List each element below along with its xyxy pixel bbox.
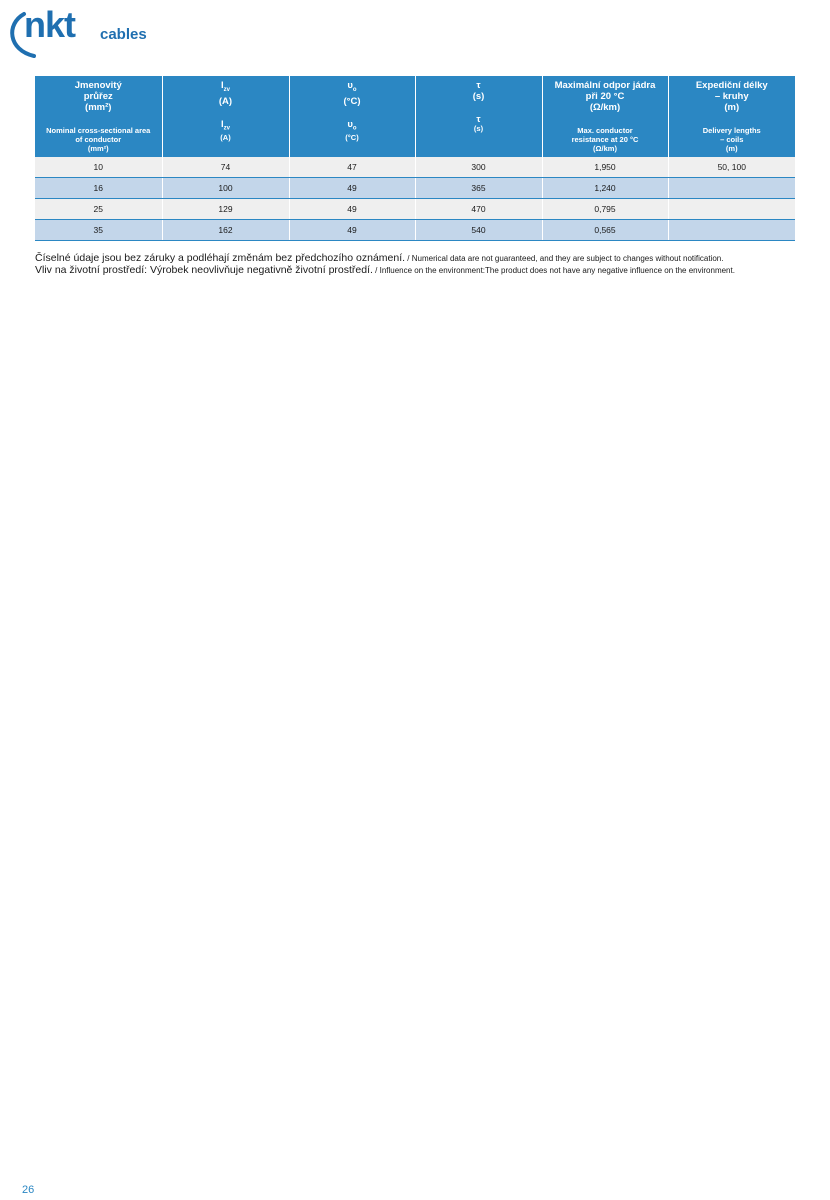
disclaimer-note bbox=[35, 252, 723, 264]
logo-brand-text: nkt bbox=[24, 4, 75, 45]
table-cell: 10 bbox=[35, 157, 162, 178]
header-max-resistance bbox=[542, 76, 668, 157]
header-temperature bbox=[289, 76, 415, 157]
header-en-label: Nominal cross-sectional area of conductor (mm²) bbox=[46, 126, 151, 153]
table-cell: 47 bbox=[289, 157, 415, 178]
table-cell: 470 bbox=[415, 199, 542, 220]
table-cell: 35 bbox=[35, 220, 162, 241]
table-cell: 100 bbox=[162, 178, 289, 199]
header-symbol: υ bbox=[347, 80, 353, 91]
header-symbol: υ bbox=[347, 118, 353, 130]
table-cell: 50, 100 bbox=[668, 157, 795, 178]
logo-sub-text: cables bbox=[100, 26, 147, 43]
table-row bbox=[35, 178, 795, 199]
page-number: 26 bbox=[22, 1184, 35, 1196]
nkt-cables-logo bbox=[4, 6, 154, 56]
environment-note bbox=[35, 264, 735, 276]
table-cell: 49 bbox=[289, 178, 415, 199]
header-cz-label: Maximální odpor jádra při 20 °C (Ω/km) bbox=[554, 80, 656, 113]
table-cell: 49 bbox=[289, 220, 415, 241]
header-unit: (s) bbox=[473, 124, 484, 133]
table-cell: 16 bbox=[35, 178, 162, 199]
header-current bbox=[162, 76, 289, 157]
table-cell: 540 bbox=[415, 220, 542, 241]
environment-en: / Influence on the environment:The product does not have any negative influence on the environment. bbox=[372, 266, 735, 275]
table-cell bbox=[668, 178, 795, 199]
header-symbol: I bbox=[221, 118, 224, 130]
table-cell: 1,950 bbox=[542, 157, 668, 178]
header-time bbox=[415, 76, 542, 157]
table-row bbox=[35, 157, 795, 178]
table-cell: 25 bbox=[35, 199, 162, 220]
table-cell bbox=[668, 199, 795, 220]
header-unit: (°C) bbox=[343, 95, 361, 107]
table-cell: 1,240 bbox=[542, 178, 668, 199]
header-delivery-lengths bbox=[668, 76, 795, 157]
header-en-label: Max. conductor resistance at 20 °C (Ω/km) bbox=[571, 126, 639, 153]
disclaimer-en: / Numerical data are not guaranteed, and they are subject to changes without notification. bbox=[405, 254, 724, 263]
table-header-row bbox=[35, 76, 795, 157]
header-cz-label: Jmenovitý průřez (mm²) bbox=[74, 80, 122, 113]
table-cell: 129 bbox=[162, 199, 289, 220]
table-cell: 365 bbox=[415, 178, 542, 199]
header-symbol: τ bbox=[476, 80, 481, 91]
table-cell: 0,565 bbox=[542, 220, 668, 241]
environment-cz: Vliv na životní prostředí: Výrobek neovlivňuje negativně životní prostředí. bbox=[35, 264, 373, 276]
header-unit: (s) bbox=[472, 91, 485, 102]
header-nominal-area bbox=[35, 76, 162, 157]
header-unit: (°C) bbox=[345, 133, 359, 143]
table-cell: 0,795 bbox=[542, 199, 668, 220]
header-symbol: τ bbox=[476, 114, 481, 125]
disclaimer-cz: Číselné údaje jsou bez záruky a podléhají změnám bez předchozího oznámení. bbox=[35, 252, 406, 264]
table-cell: 74 bbox=[162, 157, 289, 178]
table-cell bbox=[668, 220, 795, 241]
cable-spec-table bbox=[35, 76, 795, 241]
table-row bbox=[35, 220, 795, 241]
header-symbol-sub: o bbox=[352, 125, 357, 132]
header-symbol-sub: zv bbox=[223, 86, 230, 93]
table-cell: 49 bbox=[289, 199, 415, 220]
header-unit: (A) bbox=[218, 95, 233, 107]
header-symbol-sub: zv bbox=[223, 125, 230, 132]
header-en-label: Delivery lengths – coils (m) bbox=[702, 126, 761, 153]
table-cell: 162 bbox=[162, 220, 289, 241]
table-row bbox=[35, 199, 795, 220]
header-symbol: I bbox=[221, 80, 224, 91]
header-unit: (A) bbox=[220, 133, 231, 143]
table-cell: 300 bbox=[415, 157, 542, 178]
header-cz-label: Expediční délky – kruhy (m) bbox=[695, 80, 768, 113]
header-symbol-sub: o bbox=[352, 86, 357, 93]
